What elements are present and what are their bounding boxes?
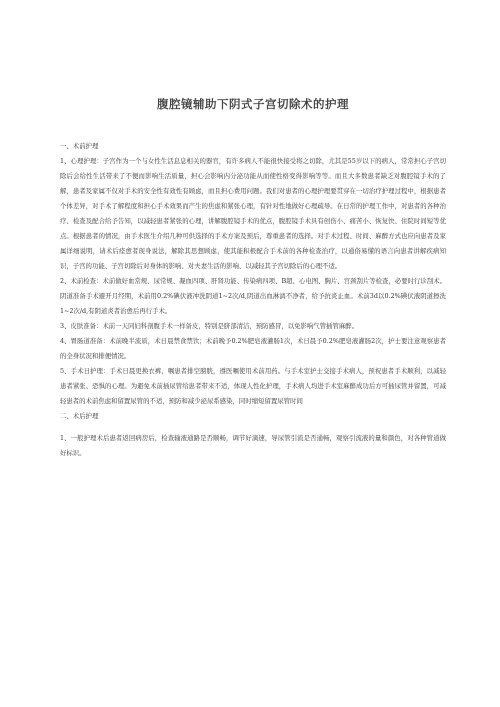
paragraph-exam: 2、术前检查：术前做好血常规、尿常规、凝血四项、肝肾功能、传染病四项、B超、心电图、胸片、宫颈刮片等检查，必要时行诊刮术。阴道准备手术避开月经期，术前用0.2%碘伏液冲洗阴道1~2次/d,阴道出血淋漓不净者，给予抗炎止血。术前3d以0.2%碘伏液阴道擦洗1~2次/d,有阴道炎者治愈后再行手术。 [60,277,446,315]
paragraph-skin: 3、皮肤准备：术前一天同妇科剖腹手术一样备皮，特别是脐部清洁，预防感冒，以免影响气管插管麻醉。 [60,322,359,330]
section-preoperative [60,139,446,409]
section-heading: 一、术前护理 [60,142,99,150]
paragraph-psych: 1、心理护理：子宫作为一个与女性生活息息相关的器官，有许多病人不能很快接受将之切除，尤其是55岁以下的病人，常常担心子宫切除后会给性生活带来了不便而影响生活质量，担心会影响内分泌功能从而使性格变得影响等等。而且大多数患者缺乏对腹腔镜手术的了解，患者及家属不仅对手术的安全性有效性有顾虑，而且担心费用问题。我们对患者的心理护理要贯穿在一切治疗护理过程中，根据患者个体差异，对手术了解程度和担心手术效果而产生的焦虑和紧张心理，有针对性地做好心理疏导。在日常的护理工作中，对患者的各种治疗、检查及配合给予告知，以减轻患者紧张的心理，讲解腹腔镜手术的优点，腹腔镜手术具有创伤小、痛苦小、恢复快、住院时间短等优点。根据患者的情况，由手术医生介绍几种可供选择的手术方案及预后，尊重患者的选择。对手术过程、时间、麻醉方式也应向患者及家属详细说明，请术后痊愈者现身说法，解除其思想顾虑，使其能积极配合手术前的各种检查治疗，以通俗易懂的语言向患者讲解疾病知识，子宫的功能、子宫切除后对身体的影响、对夫妻生活的影响、以减轻其子宫切除后的心理不适。 [60,157,446,270]
document-title: 腹腔镜辅助下阴式子宫切除术的护理 [157,97,349,111]
paragraph-surgery-day: 5、手术日护理：手术日晨更换衣裤，嘱患者排空膀胱，遵医嘱使用术前用药。与手术室护士交接手术病人，预祝患者手术顺利，以减轻患者紧张、恐惧的心理。为避免术前插尿管给患者带来不适，体现人性化护理，手术病人均进手术室麻醉成功后方可插尿管并留置，可减轻患者的术前焦虑和留置尿管的不适，预防和减少泌尿系感染，同时缩短留置尿管时间 [60,367,446,405]
spacer [60,424,446,431]
paragraph-general-care: 1、一般护理术后患者返回病房后，检查输液通路是否顺畅，调节好滴速，导尿管引流是否通畅，观察引流液的量和颜色，对各种管道做好标识。 [60,434,446,457]
paragraph-gi: 4、胃肠道准备：术前晚半流质，术日晨禁食禁饮；术前晚予0.2%肥皂液灌肠1次，术日晨予0.2%肥皂液灌肠2次，护士要注意观察患者的全身状况和排便情况。 [60,337,446,360]
section-heading: 二、术后护理 [60,412,99,420]
section-postoperative [60,409,446,461]
